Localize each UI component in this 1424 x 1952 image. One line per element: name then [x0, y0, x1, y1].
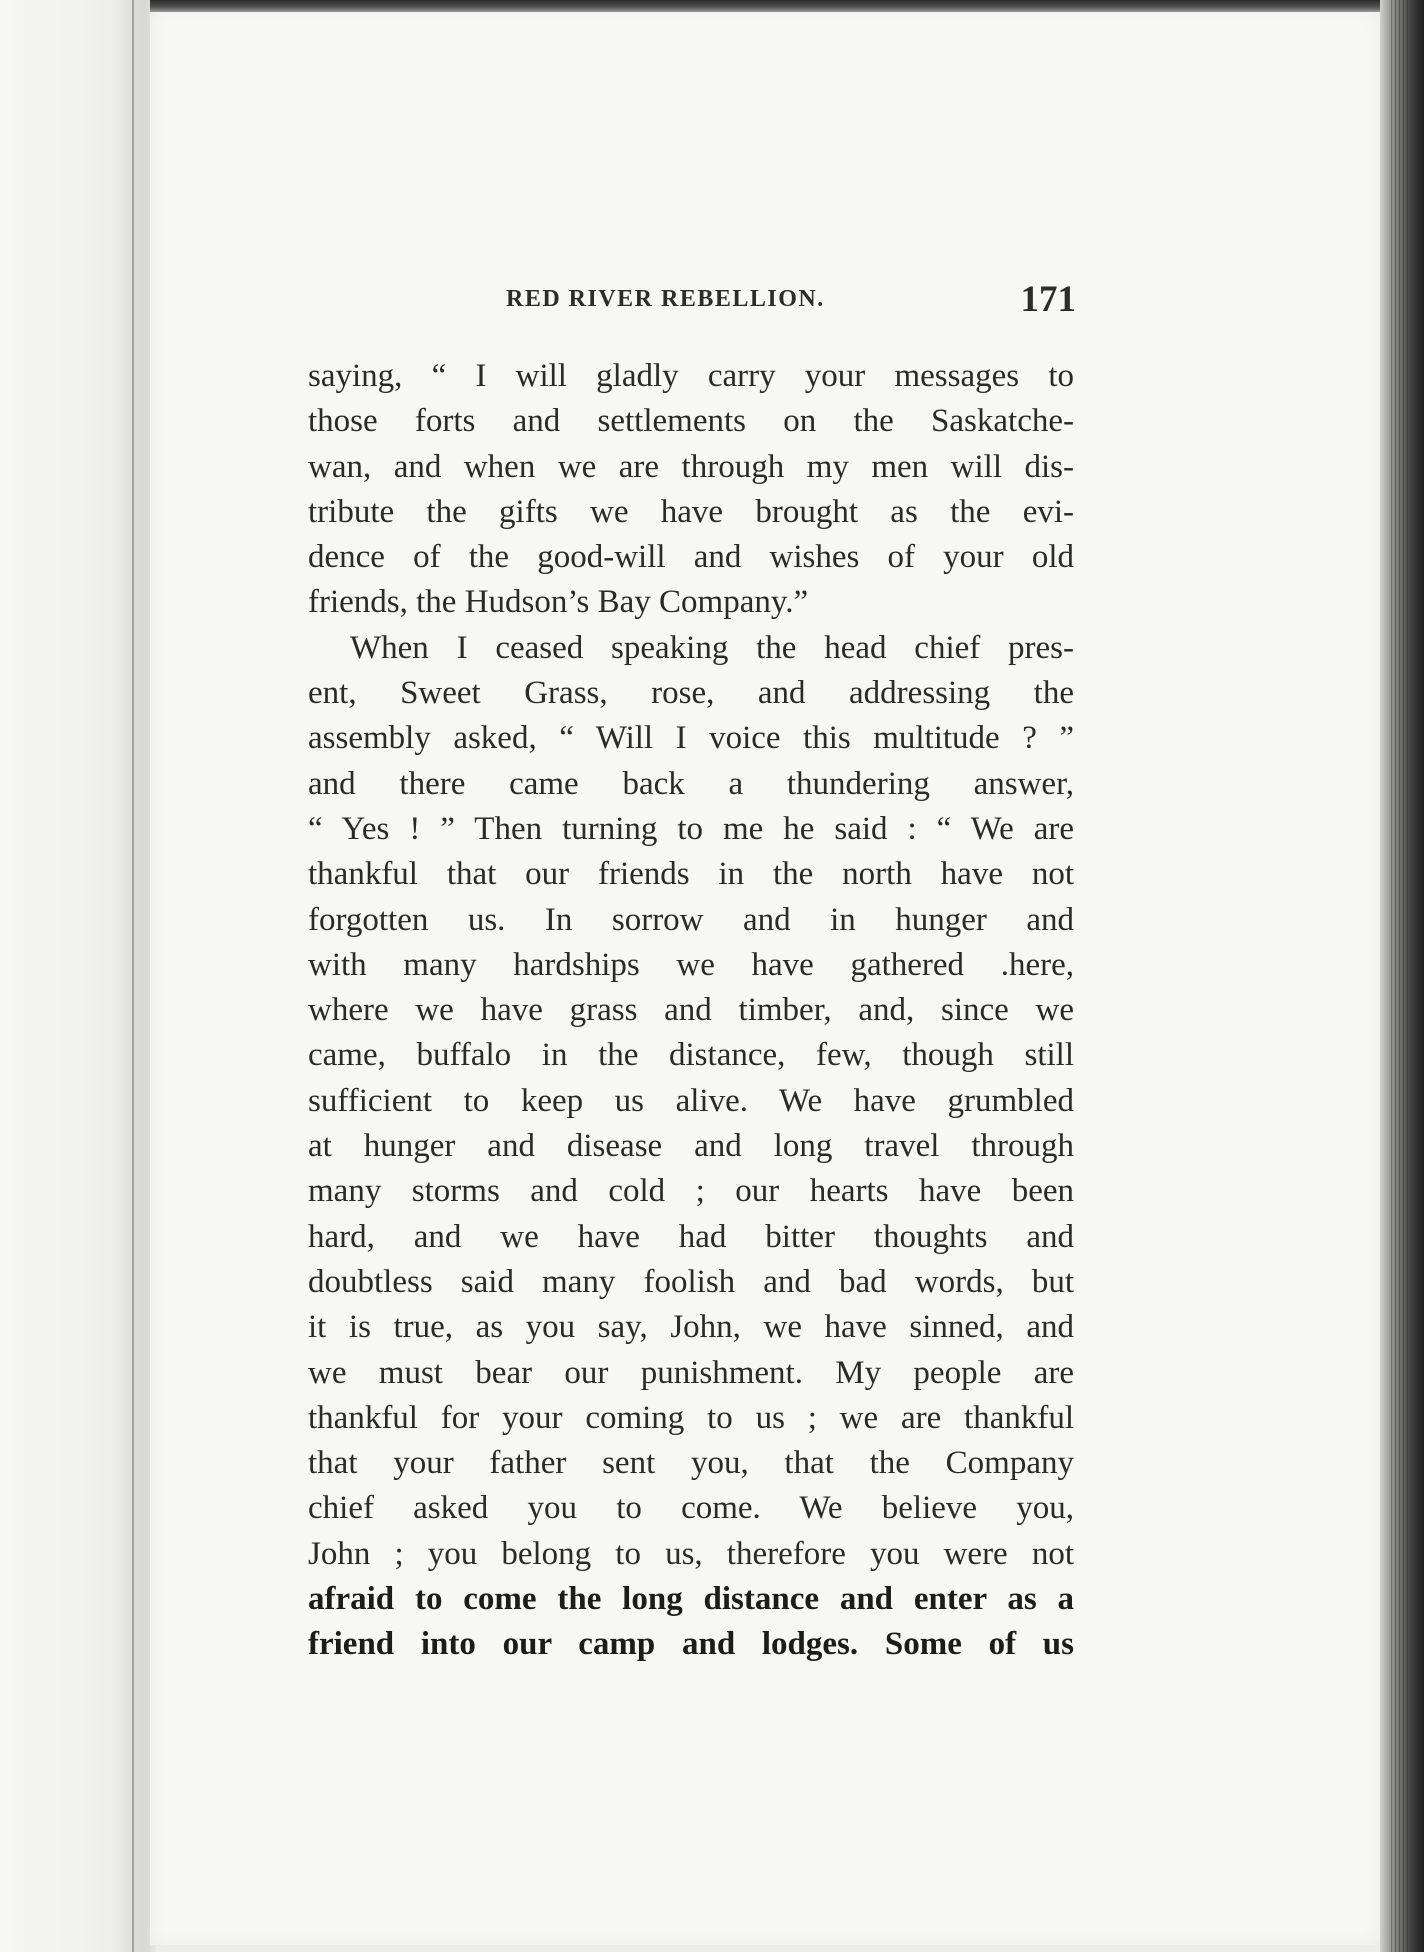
text-line: tribute the gifts we have brought as the evi-: [308, 493, 1074, 530]
text-line: saying, “ I will gladly carry your messages to: [308, 358, 1074, 394]
top-page-edge: [150, 0, 1424, 12]
text-line: afraid to come the long distance and enter as a: [308, 1581, 1074, 1618]
text-line: at hunger and disease and long travel through: [308, 1128, 1074, 1165]
text-line: it is true, as you say, John, we have sinned, and: [308, 1309, 1074, 1346]
text-line: thankful for your coming to us ; we are thankful: [308, 1399, 1074, 1436]
running-head: [310, 279, 1076, 326]
text-line: and there came back a thundering answer,: [308, 765, 1074, 802]
text-line: we must bear our punishment. My people are: [308, 1354, 1074, 1391]
text-line: that your father sent you, that the Company: [308, 1445, 1074, 1482]
text-line: thankful that our friends in the north have not: [308, 856, 1074, 893]
body-text: [308, 354, 1074, 1668]
text-line: hard, and we have had bitter thoughts and: [308, 1218, 1074, 1255]
text-line: ent, Sweet Grass, rose, and addressing the: [308, 675, 1074, 712]
text-line: chief asked you to come. We believe you,: [308, 1490, 1074, 1527]
page-stack-lines: [1388, 0, 1408, 1952]
text-line: “ Yes ! ” Then turning to me he said : “ We are: [308, 810, 1074, 847]
text-line: assembly asked, “ Will I voice this multitude ? ”: [308, 720, 1074, 757]
running-title: RED RIVER REBELLION.: [506, 286, 825, 312]
text-line: When I ceased speaking the head chief pres-: [350, 629, 1074, 666]
text-line: dence of the good-will and wishes of your old: [308, 539, 1074, 576]
text-line: those forts and settlements on the Saskatche-: [308, 403, 1074, 440]
text-line: John ; you belong to us, therefore you were not: [308, 1535, 1074, 1572]
text-line: came, buffalo in the distance, few, though still: [308, 1037, 1074, 1074]
text-line: doubtless said many foolish and bad words, but: [308, 1263, 1074, 1300]
text-line: many storms and cold ; our hearts have been: [308, 1173, 1074, 1210]
text-line: friend into our camp and lodges. Some of us: [308, 1626, 1074, 1663]
text-line: friends, the Hudson’s Bay Company.”: [308, 584, 809, 621]
text-line: wan, and when we are through my men will dis-: [308, 448, 1074, 485]
text-line: sufficient to keep us alive. We have grumbled: [308, 1082, 1074, 1119]
page-number: 171: [1020, 279, 1076, 320]
text-line: where we have grass and timber, and, since we: [308, 992, 1074, 1029]
text-line: forgotten us. In sorrow and in hunger and: [308, 901, 1074, 938]
text-line: with many hardships we have gathered .here,: [308, 946, 1074, 983]
gutter-line: [132, 0, 134, 1952]
